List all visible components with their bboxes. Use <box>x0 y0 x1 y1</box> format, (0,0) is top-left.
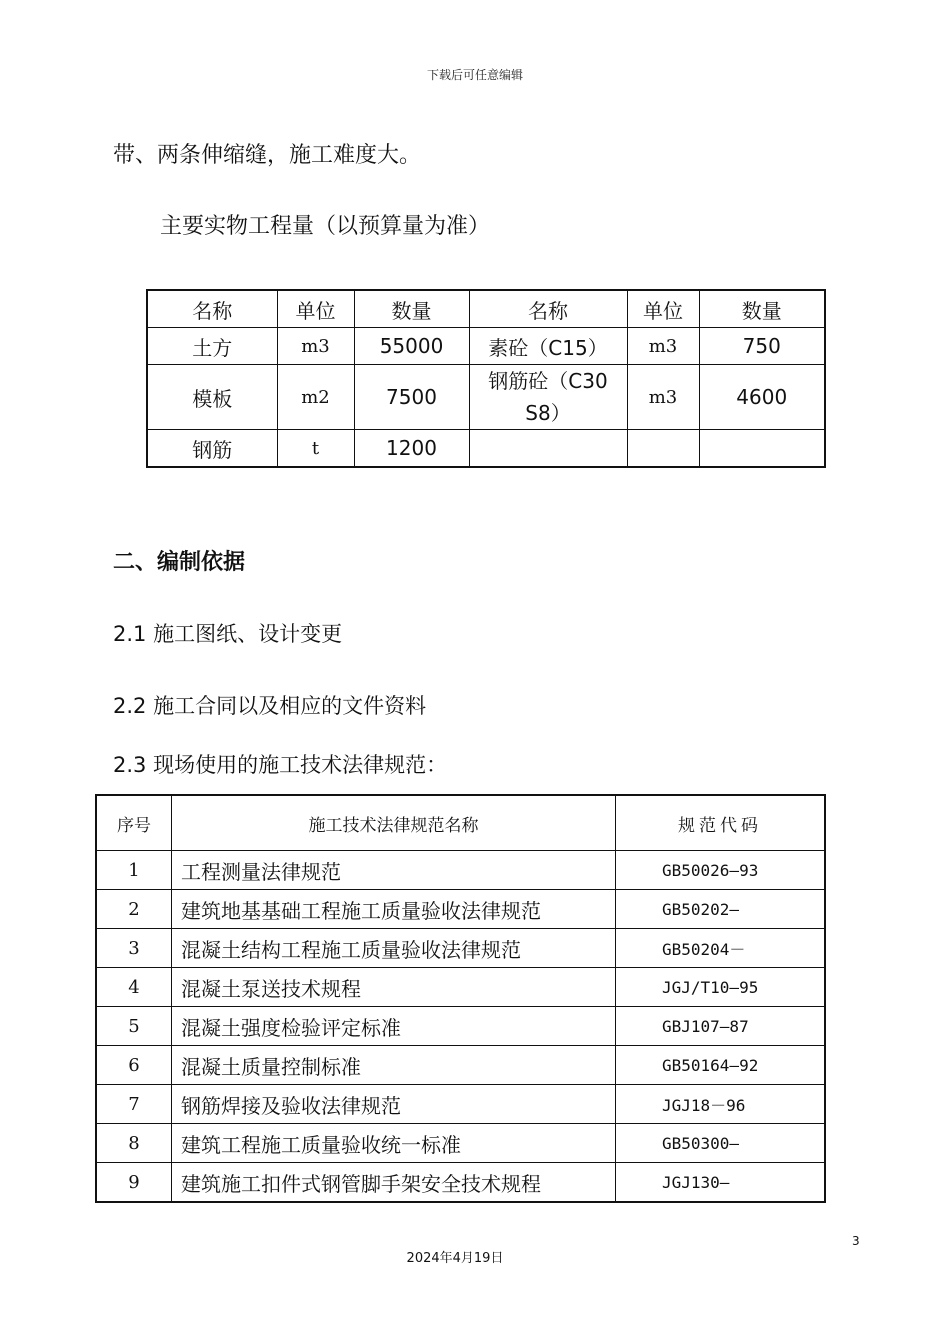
standard-code: GBJ107—87 <box>616 1007 826 1046</box>
row-number: 9 <box>96 1163 172 1203</box>
row-number: 1 <box>96 851 172 890</box>
table-cell: m3 <box>627 365 699 430</box>
standard-name: 建筑地基基础工程施工质量验收法律规范 <box>172 890 616 929</box>
header-note: 下载后可任意编辑 <box>426 68 523 82</box>
header-cell: 单位 <box>277 290 354 328</box>
table-row <box>96 851 825 890</box>
table-cell: 1200 <box>354 430 469 468</box>
footer-date: 2024年4月19日 <box>406 1251 504 1266</box>
table-row <box>147 365 825 430</box>
row-number: 2 <box>96 890 172 929</box>
table-row <box>96 1046 825 1085</box>
table-cell: 土方 <box>147 328 277 365</box>
header-cell: 数量 <box>699 290 825 328</box>
standard-name: 混凝土强度检验评定标准 <box>172 1007 616 1046</box>
quantity-table-header-row <box>147 290 825 328</box>
row-number: 4 <box>96 968 172 1007</box>
standard-name: 建筑工程施工质量验收统一标准 <box>172 1124 616 1163</box>
table-row <box>147 328 825 365</box>
standard-name: 混凝土结构工程施工质量验收法律规范 <box>172 929 616 968</box>
header-cell: 数量 <box>354 290 469 328</box>
table-cell: 钢筋 <box>147 430 277 468</box>
quantity-table-title: 主要实物工程量（以预算量为准） <box>160 214 491 239</box>
header-cell: 名称 <box>147 290 277 328</box>
standard-code: JGJ18－96 <box>616 1085 826 1124</box>
section-heading: 二、编制依据 <box>113 550 246 575</box>
page-number: 3 <box>852 1234 860 1248</box>
table-cell <box>469 430 627 468</box>
table-row <box>147 430 825 468</box>
table-row <box>96 1124 825 1163</box>
standard-code: JGJ/T10—95 <box>616 968 826 1007</box>
quantity-table <box>146 289 826 468</box>
table-cell: m3 <box>627 328 699 365</box>
table-cell: 750 <box>699 328 825 365</box>
header-cell: 序号 <box>96 795 172 851</box>
table-cell: 钢筋砼（C30 S8） <box>469 365 627 430</box>
standard-name: 混凝土质量控制标准 <box>172 1046 616 1085</box>
standard-code: GB50202— <box>616 890 826 929</box>
table-row <box>96 968 825 1007</box>
standards-table-header-row <box>96 795 825 851</box>
standard-code: GB50026—93 <box>616 851 826 890</box>
standard-code: GB50164—92 <box>616 1046 826 1085</box>
header-cell: 施工技术法律规范名称 <box>172 795 616 851</box>
table-cell: m2 <box>277 365 354 430</box>
standard-name: 建筑施工扣件式钢管脚手架安全技术规程 <box>172 1163 616 1203</box>
standard-code: GB50300— <box>616 1124 826 1163</box>
row-number: 7 <box>96 1085 172 1124</box>
standard-code: JGJ130— <box>616 1163 826 1203</box>
table-row <box>96 1163 825 1203</box>
standard-name: 钢筋焊接及验收法律规范 <box>172 1085 616 1124</box>
intro-paragraph: 带、两条伸缩缝，施工难度大。 <box>113 143 422 168</box>
table-row <box>96 890 825 929</box>
table-cell <box>627 430 699 468</box>
row-number: 5 <box>96 1007 172 1046</box>
table-cell: 7500 <box>354 365 469 430</box>
standard-name: 混凝土泵送技术规程 <box>172 968 616 1007</box>
table-cell: t <box>277 430 354 468</box>
standards-table <box>95 794 826 1203</box>
table-row <box>96 1007 825 1046</box>
row-number: 6 <box>96 1046 172 1085</box>
table-cell <box>699 430 825 468</box>
table-cell: 55000 <box>354 328 469 365</box>
subsection-heading: 2.1 施工图纸、设计变更 <box>113 622 343 646</box>
standard-code: GB50204－ <box>616 929 826 968</box>
header-cell: 单位 <box>627 290 699 328</box>
subsection-heading: 2.2 施工合同以及相应的文件资料 <box>113 694 427 718</box>
table-cell: 模板 <box>147 365 277 430</box>
table-row <box>96 929 825 968</box>
header-cell: 名称 <box>469 290 627 328</box>
table-cell: m3 <box>277 328 354 365</box>
row-number: 8 <box>96 1124 172 1163</box>
table-cell: 素砼（C15） <box>469 328 627 365</box>
table-row <box>96 1085 825 1124</box>
subsection-heading: 2.3 现场使用的施工技术法律规范： <box>113 753 448 777</box>
standard-name: 工程测量法律规范 <box>172 851 616 890</box>
header-cell: 规范代码 <box>616 795 826 851</box>
table-cell: 4600 <box>699 365 825 430</box>
row-number: 3 <box>96 929 172 968</box>
